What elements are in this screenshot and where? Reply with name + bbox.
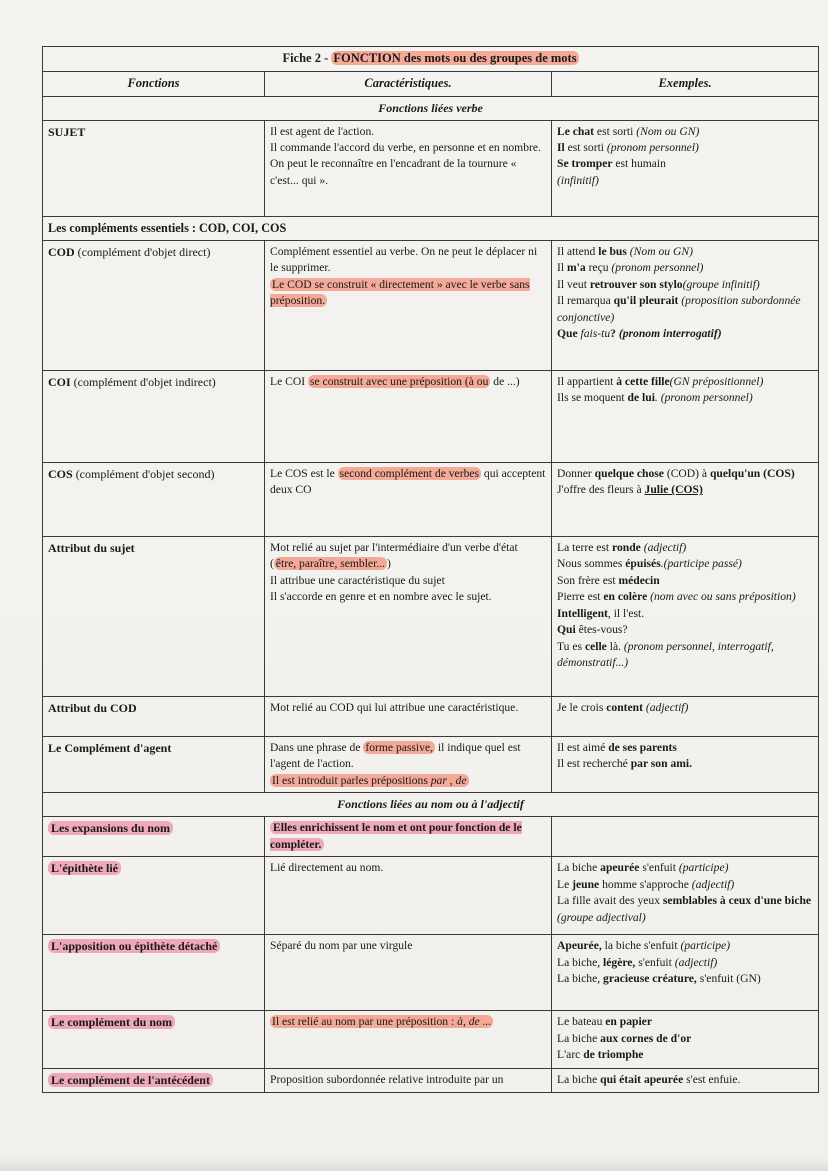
function-name: Les expansions du nom xyxy=(43,817,265,857)
highlight: forme passive, xyxy=(365,740,433,754)
characteristics: Le COS est le second complément de verbes qui acceptent deux CO xyxy=(265,462,552,536)
table-row xyxy=(43,736,819,792)
function-name: Le complément du nom xyxy=(43,1011,265,1069)
table-row xyxy=(43,240,819,370)
examples: La terre est ronde (adjectif) Nous sommes épuisés.(participe passé) Son frère est médecin Pierre est en colère (nom avec ou sans préposition) Intelligent, il l'est. Qui êtes-vous? Tu es celle là. (pronom personnel, interrogatif, démonstratif...) xyxy=(552,536,819,696)
highlight: se construit avec une préposition (à ou xyxy=(310,374,489,388)
table-row xyxy=(43,120,819,216)
characteristics: Mot relié au COD qui lui attribue une caractéristique. xyxy=(265,696,552,736)
examples: La biche apeurée s'enfuit (participe) Le jeune homme s'approche (adjectif) La fille avait des yeux semblables à ceux d'une biche (groupe adjectival) xyxy=(552,857,819,935)
function-name: COD (complément d'objet direct) xyxy=(43,240,265,370)
table-row xyxy=(43,696,819,736)
characteristics: Il est relié au nom par une préposition : à, de ... xyxy=(265,1011,552,1069)
table-row xyxy=(43,1011,819,1069)
characteristics: Mot relié au sujet par l'intermédiaire d'un verbe d'état ( être, paraître, sembler... ) Il attribue une caractéristique du sujet Il s'accorde en genre et en nombre avec le sujet. xyxy=(265,536,552,696)
table-row xyxy=(43,857,819,935)
header-caracteristiques: Caractéristiques. xyxy=(265,71,552,96)
examples: La biche qui était apeurée s'est enfuie. xyxy=(552,1069,819,1093)
header-row xyxy=(43,71,819,96)
characteristics: Le COI se construit avec une préposition (à ou de ...) xyxy=(265,370,552,462)
title-row xyxy=(43,47,819,72)
table-row xyxy=(43,370,819,462)
characteristics: Lié directement au nom. xyxy=(265,857,552,935)
highlight: Le COD se construit « directement » avec le verbe sans préposition. xyxy=(270,277,530,308)
examples: Je le crois content (adjectif) xyxy=(552,696,819,736)
characteristics: Séparé du nom par une virgule xyxy=(265,935,552,1011)
highlight: Il est introduit parles prépositions par , de xyxy=(272,773,467,787)
examples xyxy=(552,817,819,857)
examples: Le bateau en papier La biche aux cornes de d'or L'arc de triomphe xyxy=(552,1011,819,1069)
table-row xyxy=(43,1069,819,1093)
section-complements: Les compléments essentiels : COD, COI, COS xyxy=(43,216,819,240)
function-name: Attribut du COD xyxy=(43,696,265,736)
section-nom: Fonctions liées au nom ou à l'adjectif xyxy=(43,793,819,817)
function-name: COS (complément d'objet second) xyxy=(43,462,265,536)
characteristics: Elles enrichissent le nom et ont pour fonction de le compléter. xyxy=(265,817,552,857)
function-name: Le Complément d'agent xyxy=(43,736,265,792)
table-row xyxy=(43,817,819,857)
function-name: SUJET xyxy=(43,120,265,216)
fonction-table xyxy=(42,46,819,1093)
function-name: L'apposition ou épithète détaché xyxy=(43,935,265,1011)
examples: Donner quelque chose (COD) à quelqu'un (COS) J'offre des fleurs à Julie (COS) xyxy=(552,462,819,536)
examples: Le chat est sorti (Nom ou GN) Il est sorti (pronom personnel) Se tromper est humain (infinitif) xyxy=(552,120,819,216)
title-highlight: FONCTION des mots ou des groupes de mots xyxy=(333,51,577,65)
function-name: COI (complément d'objet indirect) xyxy=(43,370,265,462)
function-name: L'épithète lié xyxy=(43,857,265,935)
header-fonctions: Fonctions xyxy=(43,71,265,96)
examples: Il appartient à cette fille(GN prépositionnel) Ils se moquent de lui. (pronom personnel) xyxy=(552,370,819,462)
function-name: Le complément de l'antécédent xyxy=(43,1069,265,1093)
highlight: second complément de verbes xyxy=(339,466,480,480)
examples: Apeurée, la biche s'enfuit (participe) La biche, légère, s'enfuit (adjectif) La biche, gracieuse créature, s'enfuit (GN) xyxy=(552,935,819,1011)
section-verbe: Fonctions liées verbe xyxy=(43,96,819,120)
characteristics: Il est agent de l'action. Il commande l'accord du verbe, en personne et en nombre. On peut le reconnaître en l'encadrant de la tournure « c'est... qui ». xyxy=(265,120,552,216)
highlight: être, paraître, sembler... xyxy=(275,557,385,571)
function-name: Attribut du sujet xyxy=(43,536,265,696)
header-exemples: Exemples. xyxy=(552,71,819,96)
table-row xyxy=(43,935,819,1011)
characteristics: Proposition subordonnée relative introduite par un xyxy=(265,1069,552,1093)
examples: Il attend le bus (Nom ou GN) Il m'a reçu (pronom personnel) Il veut retrouver son stylo(groupe infinitif) Il remarqua qu'il pleurait (proposition subordonnée conjonctive) Que fais-tu? (pronom interrogatif) xyxy=(552,240,819,370)
table-row xyxy=(43,462,819,536)
page-title: Fiche 2 - FONCTION des mots ou des groupes de mots xyxy=(43,47,819,72)
examples: Il est aimé de ses parents Il est recherché par son ami. xyxy=(552,736,819,792)
characteristics: Complément essentiel au verbe. On ne peut le déplacer ni le supprimer. Le COD se construit « directement » avec le verbe sans préposition. xyxy=(265,240,552,370)
table-row xyxy=(43,536,819,696)
page-shadow xyxy=(0,1157,828,1171)
characteristics: Dans une phrase de forme passive, il indique quel est l'agent de l'action. Il est introduit parles prépositions par , de xyxy=(265,736,552,792)
